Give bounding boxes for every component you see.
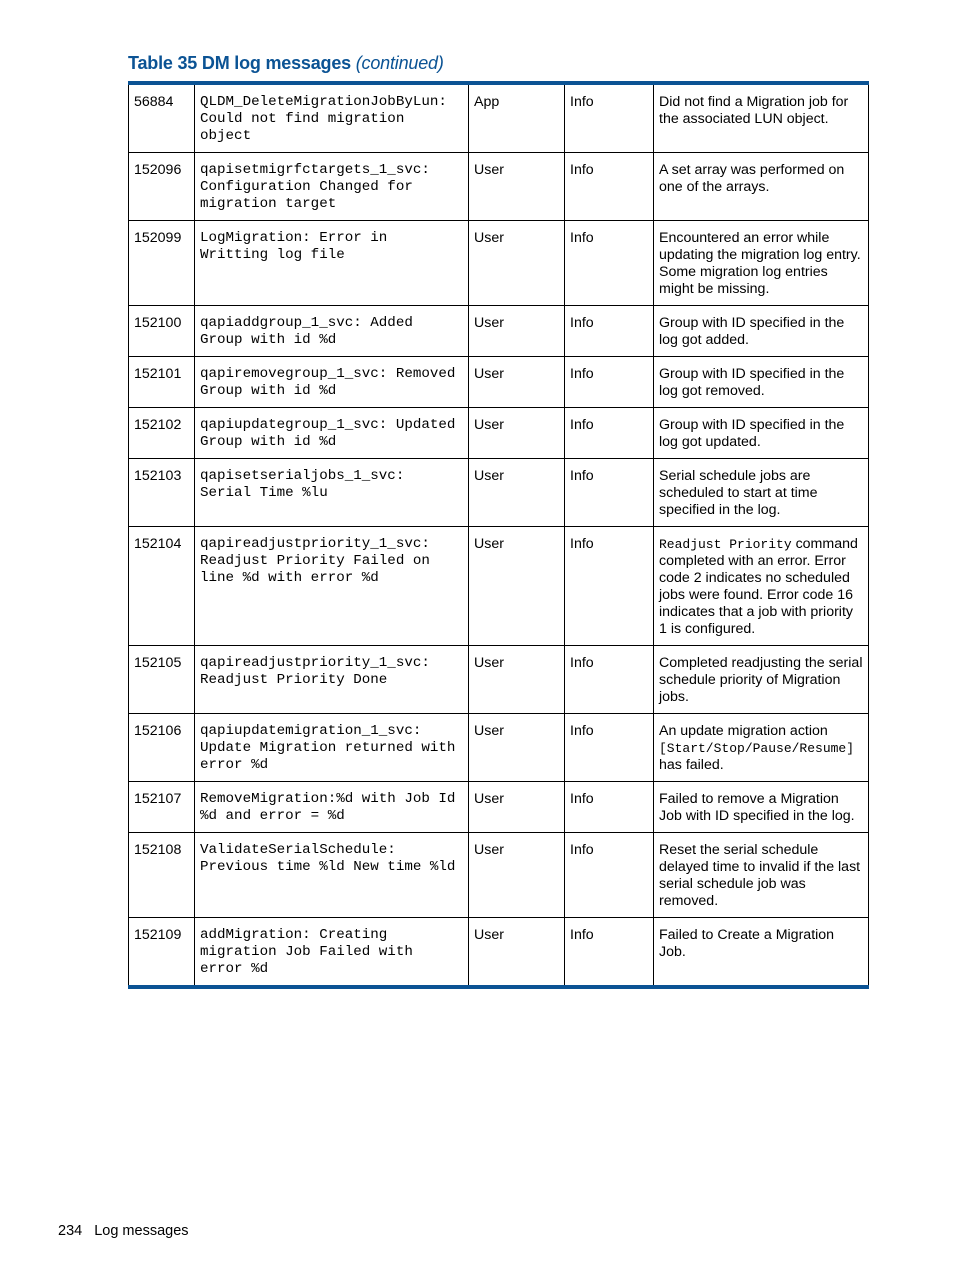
table-row (129, 83, 869, 153)
message-severity: Info (565, 221, 654, 306)
message-description: Failed to Create a Migration Job. (654, 918, 869, 988)
message-text: qapisetmigrfctargets_1_svc: Configuration Changed for migration target (195, 153, 469, 221)
message-description: Completed readjusting the serial schedule priority of Migration jobs. (654, 646, 869, 714)
log-messages-table (128, 81, 869, 989)
message-text: qapireadjustpriority_1_svc: Readjust Priority Failed on line %d with error %d (195, 527, 469, 646)
message-id: 152107 (129, 782, 195, 833)
table-row (129, 714, 869, 782)
table-row (129, 408, 869, 459)
description-text: command completed with an error. Error code 2 indicates no scheduled jobs were found. Error code 16 indicates that a job with priority 1 is configured. (659, 536, 858, 637)
message-severity: Info (565, 782, 654, 833)
message-type: User (469, 782, 565, 833)
message-id: 152104 (129, 527, 195, 646)
message-text: addMigration: Creating migration Job Failed with error %d (195, 918, 469, 988)
message-severity: Info (565, 357, 654, 408)
page-number: 234 (58, 1223, 83, 1239)
message-id: 152101 (129, 357, 195, 408)
message-text: LogMigration: Error in Writting log file (195, 221, 469, 306)
table-row (129, 782, 869, 833)
message-id: 152108 (129, 833, 195, 918)
table-caption-title: Table 35 DM log messages (128, 53, 351, 73)
message-id: 56884 (129, 83, 195, 153)
message-severity: Info (565, 459, 654, 527)
table-row (129, 357, 869, 408)
message-severity: Info (565, 527, 654, 646)
message-id: 152109 (129, 918, 195, 988)
message-description: Did not find a Migration job for the associated LUN object. (654, 83, 869, 153)
table-row (129, 306, 869, 357)
message-type: User (469, 306, 565, 357)
table-row (129, 918, 869, 988)
message-severity: Info (565, 646, 654, 714)
message-description (654, 714, 869, 782)
message-text: qapiremovegroup_1_svc: Removed Group with id %d (195, 357, 469, 408)
table-row (129, 527, 869, 646)
message-severity: Info (565, 306, 654, 357)
footer-section: Log messages (94, 1223, 189, 1239)
table-row (129, 646, 869, 714)
message-id: 152106 (129, 714, 195, 782)
message-severity: Info (565, 153, 654, 221)
message-id: 152105 (129, 646, 195, 714)
description-text: has failed. (659, 757, 724, 773)
message-type: User (469, 357, 565, 408)
message-description: Serial schedule jobs are scheduled to start at time specified in the log. (654, 459, 869, 527)
message-type: User (469, 918, 565, 988)
message-description: Encountered an error while updating the migration log entry. Some migration log entries might be missing. (654, 221, 869, 306)
message-text: qapisetserialjobs_1_svc: Serial Time %lu (195, 459, 469, 527)
message-type: User (469, 408, 565, 459)
table-caption (128, 53, 444, 74)
message-type: User (469, 459, 565, 527)
table-row (129, 221, 869, 306)
message-id: 152103 (129, 459, 195, 527)
message-id: 152096 (129, 153, 195, 221)
message-description: Reset the serial schedule delayed time to invalid if the last serial schedule job was removed. (654, 833, 869, 918)
message-severity: Info (565, 408, 654, 459)
message-text: qapiaddgroup_1_svc: Added Group with id %d (195, 306, 469, 357)
message-severity: Info (565, 833, 654, 918)
message-text: qapireadjustpriority_1_svc: Readjust Priority Done (195, 646, 469, 714)
message-text: QLDM_DeleteMigrationJobByLun: Could not find migration object (195, 83, 469, 153)
page-footer (58, 1223, 189, 1239)
message-type: User (469, 714, 565, 782)
message-type: User (469, 527, 565, 646)
message-severity: Info (565, 918, 654, 988)
message-description: Group with ID specified in the log got removed. (654, 357, 869, 408)
description-text: An update migration action (659, 723, 828, 739)
message-description: Group with ID specified in the log got updated. (654, 408, 869, 459)
message-severity: Info (565, 714, 654, 782)
message-description: Failed to remove a Migration Job with ID specified in the log. (654, 782, 869, 833)
inline-code: Readjust Priority (659, 537, 792, 552)
table-row (129, 459, 869, 527)
message-description: Group with ID specified in the log got added. (654, 306, 869, 357)
message-type: App (469, 83, 565, 153)
inline-code: [Start/Stop/Pause/Resume] (659, 741, 855, 756)
table-caption-continued: (continued) (355, 53, 444, 73)
message-text: qapiupdategroup_1_svc: Updated Group with id %d (195, 408, 469, 459)
message-text: qapiupdatemigration_1_svc: Update Migration returned with error %d (195, 714, 469, 782)
message-id: 152099 (129, 221, 195, 306)
message-text: ValidateSerialSchedule: Previous time %ld New time %ld (195, 833, 469, 918)
message-type: User (469, 153, 565, 221)
message-type: User (469, 646, 565, 714)
message-description: A set array was performed on one of the arrays. (654, 153, 869, 221)
message-id: 152102 (129, 408, 195, 459)
message-id: 152100 (129, 306, 195, 357)
message-type: User (469, 833, 565, 918)
message-severity: Info (565, 83, 654, 153)
table-row (129, 153, 869, 221)
message-text: RemoveMigration:%d with Job Id %d and error = %d (195, 782, 469, 833)
message-type: User (469, 221, 565, 306)
message-description (654, 527, 869, 646)
table-row (129, 833, 869, 918)
